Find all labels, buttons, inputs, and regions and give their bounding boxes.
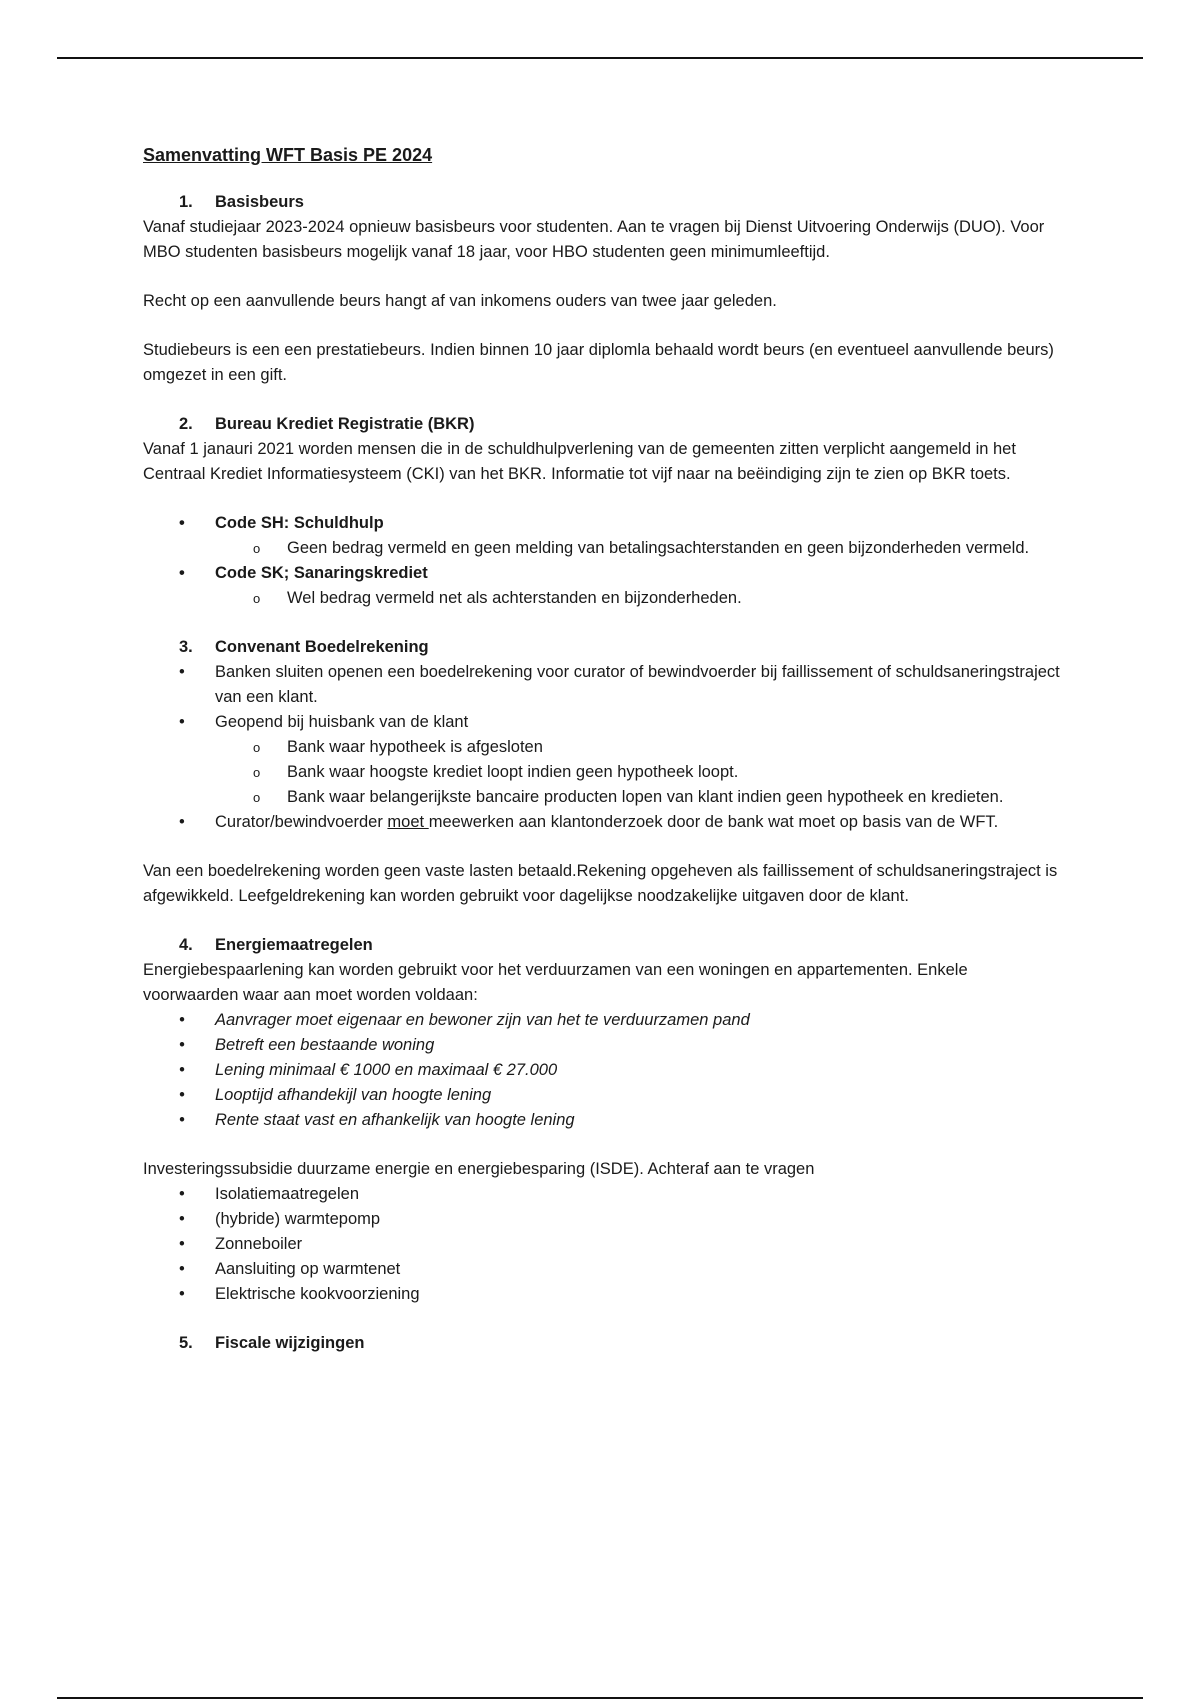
section-4-paragraph-1: Energiebespaarlening kan worden gebruikt voor het verduurzamen van een woningen en appartementen. Enkele voorwaarden waar aan moet worden voldaan: [143, 961, 968, 1004]
list-item-text: Curator/bewindvoerder [215, 813, 388, 831]
bkr-code-list [143, 511, 1063, 611]
list-item-text: meewerken aan klantonderzoek door de bank wat moet op basis van de WFT. [428, 813, 999, 831]
section-2-heading [143, 412, 1063, 437]
section-4-paragraph-2: Investeringssubsidie duurzame energie en energiebesparing (ISDE). Achteraf aan te vragen [143, 1160, 815, 1178]
list-item: • Aanvrager moet eigenaar en bewoner zijn van het te verduurzamen pand [143, 1008, 1063, 1033]
section-1-paragraph-3: Studiebeurs is een een prestatiebeurs. Indien binnen 10 jaar diplomla behaald wordt beurs (en eventueel aanvullende beurs) omgezet in een gift. [143, 341, 1054, 384]
section-2-number: 2. [179, 415, 193, 433]
list-item: • Elektrische kookvoorziening [143, 1282, 1063, 1307]
conditions-list [143, 1008, 1063, 1133]
sub-list-item: o Bank waar belangerijkste bancaire producten lopen van klant indien geen hypotheek en kredieten. [143, 785, 1063, 810]
section-3-number: 3. [179, 638, 193, 656]
document-title: Samenvatting WFT Basis PE 2024 [143, 145, 433, 165]
list-item: • Zonneboiler [143, 1232, 1063, 1257]
list-item: • Isolatiemaatregelen [143, 1182, 1063, 1207]
list-item: • Looptijd afhandekijl van hoogte lening [143, 1083, 1063, 1108]
section-3-heading [143, 635, 1063, 660]
list-item: • Lening minimaal € 1000 en maximaal € 27.000 [143, 1058, 1063, 1083]
section-4-number: 4. [179, 936, 193, 954]
section-4-title: Energiemaatregelen [215, 936, 373, 954]
list-item: • Betreft een bestaande woning [143, 1033, 1063, 1058]
section-4-heading [143, 933, 1063, 958]
code-sk-detail: o Wel bedrag vermeld net als achterstanden en bijzonderheden. [143, 586, 1063, 611]
section-5-number: 5. [179, 1334, 193, 1352]
list-item: • Aansluiting op warmtenet [143, 1257, 1063, 1282]
section-1-heading [143, 190, 1063, 215]
section-1-paragraph-2: Recht op een aanvullende beurs hangt af van inkomens ouders van twee jaar geleden. [143, 292, 777, 310]
code-sk-item: • Code SK; Sanaringskrediet [143, 561, 1063, 586]
list-item: • Geopend bij huisbank van de klant [143, 710, 1063, 735]
section-2-title: Bureau Krediet Registratie (BKR) [215, 415, 475, 433]
section-1-paragraph-1: Vanaf studiejaar 2023-2024 opnieuw basisbeurs voor studenten. Aan te vragen bij Dienst Uitvoering Onderwijs (DUO). Voor MBO studenten basisbeurs mogelijk vanaf 18 jaar, voor HBO studenten geen minimumleeftijd. [143, 218, 1045, 261]
underlined-word: moet [387, 813, 429, 831]
section-1-title: Basisbeurs [215, 193, 304, 211]
document-page [143, 143, 1063, 1356]
section-2-paragraph-1: Vanaf 1 janauri 2021 worden mensen die in de schuldhulpverlening van de gemeenten zitten verplicht aangemeld in het Centraal Krediet Informatiesysteem (CKI) van het BKR. Informatie tot vijf naar na beëindiging zijn te zien op BKR toets. [143, 440, 1016, 483]
list-item [143, 810, 1063, 835]
list-item: • (hybride) warmtepomp [143, 1207, 1063, 1232]
list-item: • Rente staat vast en afhankelijk van hoogte lening [143, 1108, 1063, 1133]
sub-list-item: o Bank waar hypotheek is afgesloten [143, 735, 1063, 760]
code-sh-detail: o Geen bedrag vermeld en geen melding van betalingsachterstanden en geen bijzonderheden vermeld. [143, 536, 1063, 561]
list-item: • Banken sluiten openen een boedelrekening voor curator of bewindvoerder bij faillissement of schuldsaneringstraject van een klant. [143, 660, 1063, 710]
sub-list-item: o Bank waar hoogste krediet loopt indien geen hypotheek loopt. [143, 760, 1063, 785]
section-3-title: Convenant Boedelrekening [215, 638, 429, 656]
section-5-title: Fiscale wijzigingen [215, 1334, 365, 1352]
header-rule [57, 57, 1143, 59]
isde-list [143, 1182, 1063, 1307]
section-3-paragraph-1: Van een boedelrekening worden geen vaste lasten betaald.Rekening opgeheven als faillissement of schuldsaneringstraject is afgewikkeld. Leefgeldrekening kan worden gebruikt voor dagelijkse noodzakelijke uitgaven door de klant. [143, 862, 1058, 905]
section-5-heading [143, 1331, 1063, 1356]
footer-rule [57, 1697, 1143, 1699]
boedelrekening-list [143, 660, 1063, 835]
code-sh-item: • Code SH: Schuldhulp [143, 511, 1063, 536]
section-1-number: 1. [179, 193, 193, 211]
